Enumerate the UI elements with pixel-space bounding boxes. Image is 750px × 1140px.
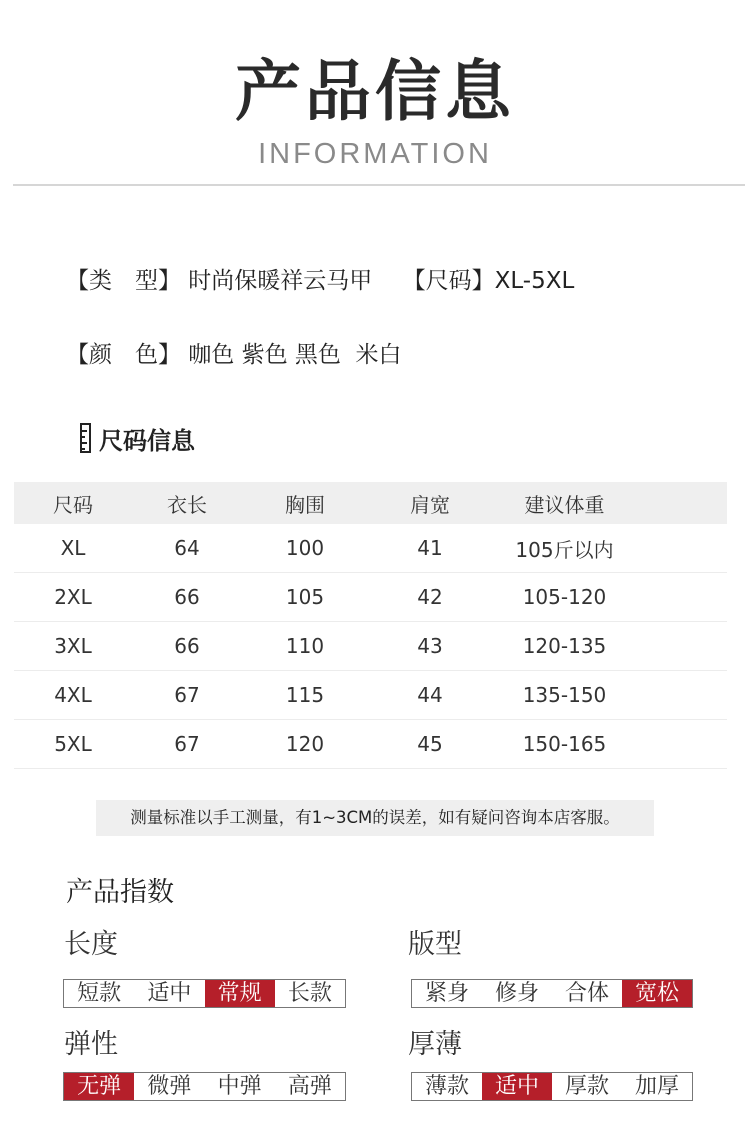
table-cell: XL xyxy=(14,524,132,573)
elasticity-label: 弹性 xyxy=(64,1029,118,1060)
table-row xyxy=(14,573,727,622)
table-cell: 45 xyxy=(368,720,492,769)
table-cell: 5XL xyxy=(14,720,132,769)
size-table xyxy=(14,482,727,769)
scale-option: 高弹 xyxy=(287,1074,332,1099)
elasticity-scale xyxy=(63,1072,346,1101)
size-section-header xyxy=(80,420,195,456)
table-cell: 120-135 xyxy=(492,622,637,671)
table-cell: 66 xyxy=(132,573,242,622)
table-cell: 115 xyxy=(242,671,368,720)
table-cell: 41 xyxy=(368,524,492,573)
size-section-title: 尺码信息 xyxy=(99,426,195,455)
table-cell: 150-165 xyxy=(492,720,637,769)
table-cell: 43 xyxy=(368,622,492,671)
scale-option: 紧身 xyxy=(424,981,469,1006)
ruler-icon xyxy=(80,423,91,453)
page-subtitle: INFORMATION xyxy=(258,138,492,170)
table-cell: 3XL xyxy=(14,622,132,671)
fit-label: 版型 xyxy=(408,929,462,960)
length-label: 长度 xyxy=(64,929,118,960)
table-cell: 105-120 xyxy=(492,573,637,622)
scale-option: 宽松 xyxy=(622,980,692,1007)
table-cell: 44 xyxy=(368,671,492,720)
scale-option: 薄款 xyxy=(424,1074,469,1099)
table-cell: 67 xyxy=(132,671,242,720)
thickness-scale xyxy=(411,1072,693,1101)
scale-option: 加厚 xyxy=(634,1074,679,1099)
table-row xyxy=(14,671,727,720)
column-header: 胸围 xyxy=(242,482,368,524)
table-cell: 67 xyxy=(132,720,242,769)
table-cell: 105斤以内 xyxy=(492,524,637,573)
table-cell: 4XL xyxy=(14,671,132,720)
info-type-size: 【类 型】 时尚保暖祥云马甲 【尺码】XL-5XL xyxy=(66,268,575,294)
length-scale xyxy=(63,979,346,1008)
table-cell: 42 xyxy=(368,573,492,622)
header-divider xyxy=(13,184,745,186)
table-row xyxy=(14,524,727,573)
scale-option: 适中 xyxy=(147,981,192,1006)
index-title: 产品指数 xyxy=(66,877,174,908)
scale-option: 修身 xyxy=(494,981,539,1006)
scale-option: 常规 xyxy=(205,980,275,1007)
size-table-header xyxy=(14,482,727,524)
fit-scale xyxy=(411,979,693,1008)
scale-option: 中弹 xyxy=(217,1074,262,1099)
scale-option: 适中 xyxy=(482,1073,552,1100)
info-color: 【颜 色】 咖色 紫色 黑色 米白 xyxy=(66,342,402,368)
table-cell: 66 xyxy=(132,622,242,671)
thickness-label: 厚薄 xyxy=(408,1029,462,1060)
table-cell: 110 xyxy=(242,622,368,671)
table-cell: 100 xyxy=(242,524,368,573)
table-cell: 120 xyxy=(242,720,368,769)
scale-option: 长款 xyxy=(287,981,332,1006)
table-row xyxy=(14,720,727,769)
table-cell: 105 xyxy=(242,573,368,622)
page-title: 产品信息 xyxy=(235,53,515,130)
table-cell: 64 xyxy=(132,524,242,573)
measurement-note: 测量标准以手工测量，有1~3CM的误差，如有疑问咨询本店客服。 xyxy=(96,800,654,836)
column-header: 肩宽 xyxy=(368,482,492,524)
scale-option: 厚款 xyxy=(564,1074,609,1099)
table-cell: 135-150 xyxy=(492,671,637,720)
table-cell: 2XL xyxy=(14,573,132,622)
scale-option: 微弹 xyxy=(147,1074,192,1099)
column-header: 衣长 xyxy=(132,482,242,524)
column-header: 建议体重 xyxy=(492,482,637,524)
scale-option: 合体 xyxy=(564,981,609,1006)
column-header: 尺码 xyxy=(14,482,132,524)
scale-option: 短款 xyxy=(77,981,122,1006)
table-row xyxy=(14,622,727,671)
scale-option: 无弹 xyxy=(64,1073,134,1100)
